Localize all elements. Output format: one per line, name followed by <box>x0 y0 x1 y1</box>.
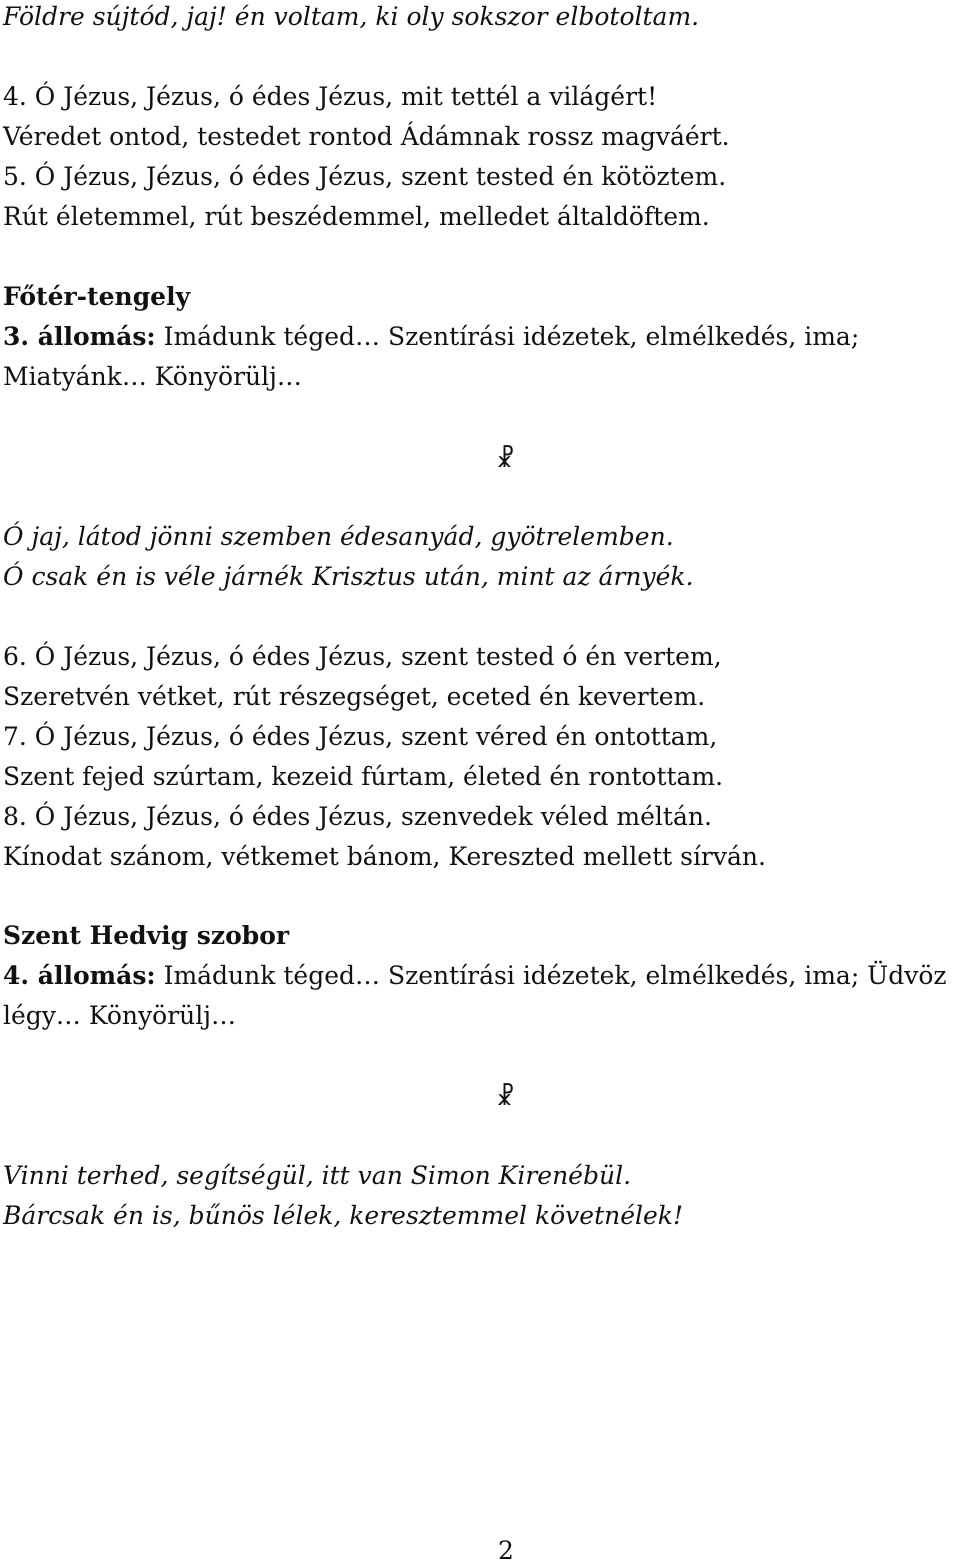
chi-rho-icon: ☧ <box>496 1083 515 1111</box>
italic-verse-2: Ó csak én is véle járnék Krisztus után, mint az árnyék. <box>3 562 694 591</box>
italic-verse-4: Bárcsak én is, bűnös lélek, keresztemmel követnélek! <box>3 1201 684 1230</box>
station-3-label: 3. állomás: <box>3 322 156 351</box>
section-heading-szent-hedvig: Szent Hedvig szobor <box>3 921 290 950</box>
song-line-8b: Kínodat szánom, vétkemet bánom, Kereszted mellett sírván. <box>3 842 766 871</box>
song-line-5a: 5. Ó Jézus, Jézus, ó édes Jézus, szent tested én kötöztem. <box>3 162 727 191</box>
italic-verse-3: Vinni terhed, segítségül, itt van Simon Kirenébül. <box>3 1161 632 1190</box>
station-4-line <box>3 961 947 991</box>
station-3-text: Imádunk téged… Szentírási idézetek, elmélkedés, ima; <box>155 322 860 351</box>
station-4-label: 4. állomás: <box>3 961 156 990</box>
verse-line-1: Földre sújtód, jaj! én voltam, ki oly sokszor elbotoltam. <box>3 2 700 31</box>
song-line-8a: 8. Ó Jézus, Jézus, ó édes Jézus, szenvedek véled méltán. <box>3 802 712 831</box>
song-line-4a: 4. Ó Jézus, Jézus, ó édes Jézus, mit tettél a világért! <box>3 82 658 111</box>
station-3-continuation: Miatyánk… Könyörülj… <box>3 362 302 391</box>
song-line-7a: 7. Ó Jézus, Jézus, ó édes Jézus, szent véred én ontottam, <box>3 722 718 751</box>
section-heading-fo-ter: Főtér-tengely <box>3 282 191 311</box>
song-line-6b: Szeretvén vétket, rút részegséget, eceted én kevertem. <box>3 682 706 711</box>
song-line-4b: Véredet ontod, testedet rontod Ádámnak rossz magváért. <box>3 122 730 151</box>
station-3-line <box>3 322 859 352</box>
song-line-7b: Szent fejed szúrtam, kezeid fúrtam, életed én rontottam. <box>3 762 724 791</box>
song-line-6a: 6. Ó Jézus, Jézus, ó édes Jézus, szent tested ó én vertem, <box>3 642 722 671</box>
italic-verse-1: Ó jaj, látod jönni szemben édesanyád, gyötrelemben. <box>3 522 674 551</box>
station-4-continuation: légy… Könyörülj… <box>3 1001 236 1030</box>
song-line-5b: Rút életemmel, rút beszédemmel, melledet általdöftem. <box>3 202 710 231</box>
chi-rho-icon: ☧ <box>496 445 515 473</box>
page-number: 2 <box>498 1536 514 1565</box>
station-4-text: Imádunk téged… Szentírási idézetek, elmélkedés, ima; Üdvöz <box>155 961 947 990</box>
